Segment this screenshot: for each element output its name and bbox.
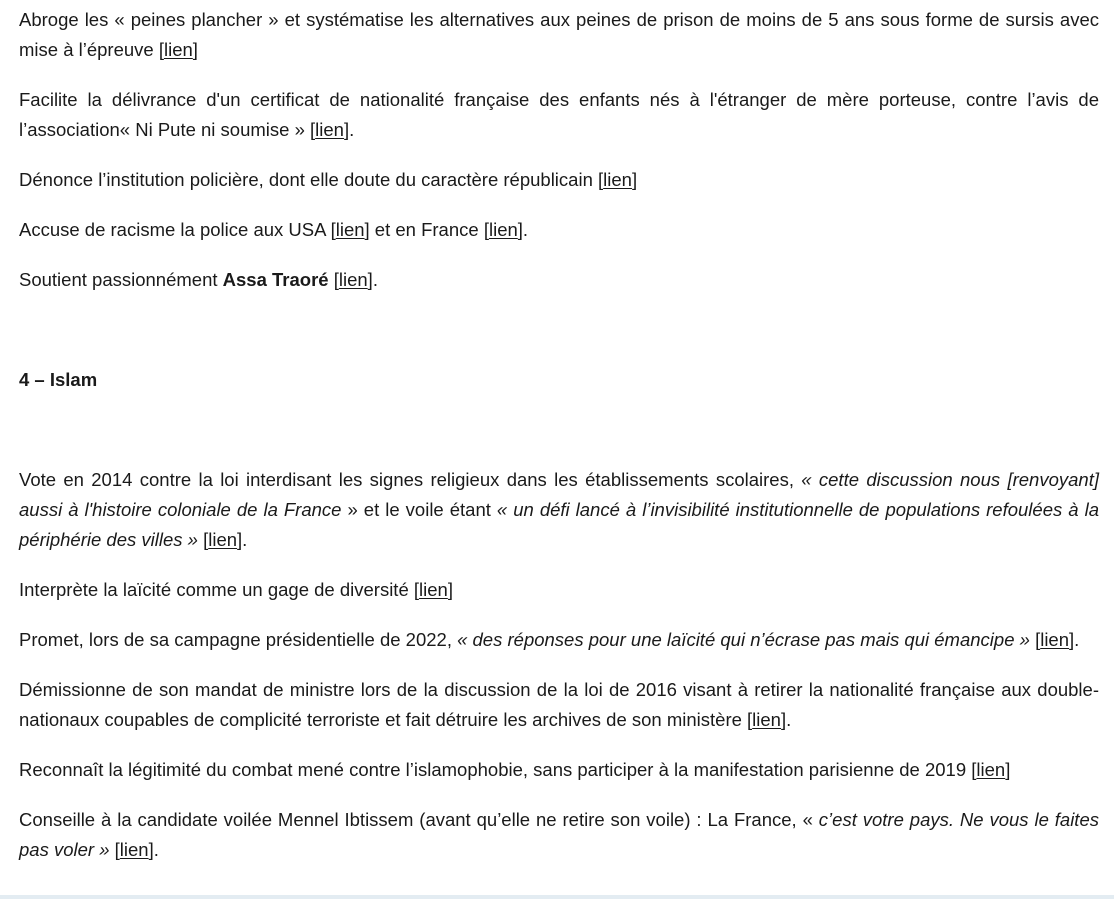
source-link[interactable]: lien — [603, 169, 632, 190]
paragraph-campagne-2022: Promet, lors de sa campagne présidentielle de 2022, « des réponses pour une laïcité qui n’écrase pas mais qui émancipe » [lien]. — [19, 629, 1080, 650]
paragraph-text: Abroge les « peines plancher » et systématise les alternatives aux peines de prison de moins de 5 ans sous forme de sursis avec mise à l’épreuve — [19, 9, 1099, 60]
source-link[interactable]: lien — [163, 39, 193, 60]
paragraph-text — [1030, 629, 1035, 650]
source-link[interactable]: lien — [119, 839, 149, 860]
paragraph-text: Conseille à la candidate voilée Mennel Ibtissem (avant qu’elle ne retire son voile) : La France, « — [19, 809, 819, 830]
paragraph-text: Accuse de racisme la police aux USA — [19, 219, 331, 240]
paragraph-peines-plancher: Abroge les « peines plancher » et systématise les alternatives aux peines de prison de moins de 5 ans sous forme de sursis avec mise à l’épreuve [lien] — [19, 9, 1099, 60]
quote-text: « des réponses pour une laïcité qui n’écrase pas mais qui émancipe » — [457, 629, 1030, 650]
section-heading: 4 – Islam — [19, 369, 98, 390]
bottom-edge-strip — [0, 895, 1114, 899]
paragraph-assa-traore: Soutient passionnément Assa Traoré [lien]. — [19, 269, 378, 290]
source-link[interactable]: lien — [419, 579, 448, 600]
paragraph-text: Facilite la délivrance d'un certificat de nationalité française des enfants nés à l'étranger de mère porteuse, contre l’avis de l’association« Ni Pute ni soumise » — [19, 89, 1099, 140]
source-link[interactable]: lien — [338, 269, 368, 290]
paragraph-laicite-diversite: Interprète la laïcité comme un gage de diversité [lien] — [19, 579, 453, 600]
paragraph-text — [198, 529, 203, 550]
paragraph-text: . — [242, 529, 248, 550]
paragraph-text: et en France — [369, 219, 484, 240]
paragraph-signes-religieux: Vote en 2014 contre la loi interdisant les signes religieux dans les établissements scolaires, « cette discussion nous [renvoyant] aussi à l'histoire coloniale de la France » et le voile étant « un défi lancé à l’invisibilité institutionnelle de populations refoulées à la périphérie des villes » [lien]. — [19, 469, 1099, 550]
source-link[interactable]: lien — [752, 709, 781, 730]
paragraph-text: . — [372, 269, 378, 290]
paragraph-text: . — [786, 709, 792, 730]
paragraph-text — [329, 269, 334, 290]
paragraph-text: Vote en 2014 contre la loi interdisant les signes religieux dans les établissements scolaires, — [19, 469, 802, 490]
source-link[interactable]: lien — [488, 219, 518, 240]
quote-text: « un défi lancé à l’invisibilité institutionnelle de populations refoulées à la périphérie des villes » — [19, 499, 1099, 550]
paragraph-text: . — [1074, 629, 1080, 650]
paragraph-islamophobie: Reconnaît la légitimité du combat mené contre l’islamophobie, sans participer à la manifestation parisienne de 2019 [lien] — [19, 759, 1011, 780]
paragraph-mennel-ibtissem: Conseille à la candidate voilée Mennel Ibtissem (avant qu’elle ne retire son voile) : La France, « c’est votre pays. Ne vous le faites pas voler » [lien]. — [19, 809, 1099, 860]
person-name: Assa Traoré — [222, 269, 329, 290]
source-link[interactable]: lien — [1040, 629, 1070, 650]
section-spacer — [19, 315, 1099, 365]
source-link[interactable]: lien — [208, 529, 238, 550]
paragraph-certificat-nationalite: Facilite la délivrance d'un certificat de nationalité française des enfants nés à l'étranger de mère porteuse, contre l’avis de l’association« Ni Pute ni soumise » [lien]. — [19, 89, 1099, 140]
paragraph-text: Démissionne de son mandat de ministre lors de la discussion de la loi de 2016 visant à retirer la nationalité française aux double-nationaux coupables de complicité terroriste et fait détruire les archives de son ministère — [19, 679, 1099, 730]
paragraph-institution-policiere: Dénonce l’institution policière, dont elle doute du caractère républicain [lien] — [19, 169, 638, 190]
paragraph-text — [110, 839, 115, 860]
paragraph-text: Reconnaît la légitimité du combat mené contre l’islamophobie, sans participer à la manifestation parisienne de 2019 — [19, 759, 972, 780]
paragraph-text: . — [153, 839, 159, 860]
section-spacer — [19, 395, 1099, 465]
paragraph-text: Dénonce l’institution policière, dont elle doute du caractère républicain — [19, 169, 598, 190]
paragraph-text: Interprète la laïcité comme un gage de diversité — [19, 579, 414, 600]
paragraph-text: . — [349, 119, 355, 140]
paragraph-text: Promet, lors de sa campagne présidentielle de 2022, — [19, 629, 458, 650]
paragraph-racisme-police: Accuse de racisme la police aux USA [lien] et en France [lien]. — [19, 219, 529, 240]
paragraph-text: Soutient passionnément — [19, 269, 223, 290]
source-link[interactable]: lien — [976, 759, 1006, 780]
paragraph-text: » et le voile étant — [341, 499, 497, 520]
paragraph-text: . — [522, 219, 529, 240]
source-link[interactable]: lien — [315, 119, 344, 140]
paragraph-demission-ministre: Démissionne de son mandat de ministre lors de la discussion de la loi de 2016 visant à retirer la nationalité française aux double-nationaux coupables de complicité terroriste et fait détruire les archives de son ministère [lien]. — [19, 679, 1099, 730]
source-link[interactable]: lien — [335, 219, 365, 240]
article-body — [19, 5, 1099, 885]
quote-text: « cette discussion nous [renvoyant] aussi à l'histoire coloniale de la France — [19, 469, 1099, 520]
quote-text: c’est votre pays. Ne vous le faites pas voler » — [19, 809, 1099, 860]
